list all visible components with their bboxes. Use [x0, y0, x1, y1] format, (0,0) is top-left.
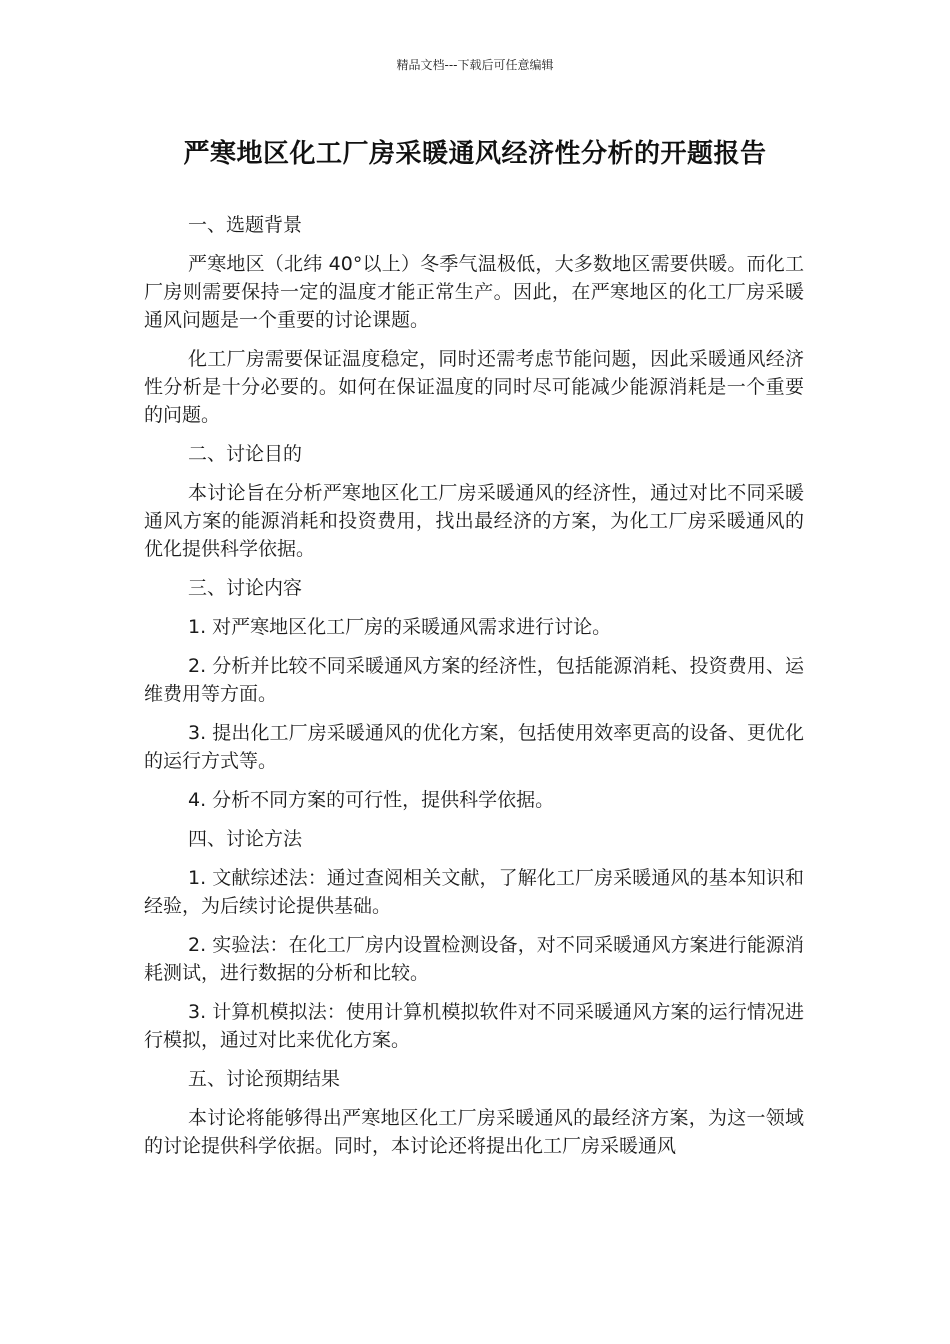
paragraph-background-1: 严寒地区（北纬 40°以上）冬季气温极低，大多数地区需要供暖。而化工厂房则需要保持一定的温度才能正常生产。因此，在严寒地区的化工厂房采暖通风问题是一个重要的讨论课题。: [144, 253, 804, 331]
paragraph-purpose: 本讨论旨在分析严寒地区化工厂房采暖通风的经济性，通过对比不同采暖通风方案的能源消耗和投资费用，找出最经济的方案，为化工厂房采暖通风的优化提供科学依据。: [144, 482, 804, 560]
document-title: 严寒地区化工厂房采暖通风经济性分析的开题报告: [183, 139, 767, 169]
header-note: 精品文档---下载后可任意编辑: [396, 58, 554, 72]
section-heading-purpose: 二、讨论目的: [188, 443, 303, 465]
section-heading-background: 一、选题背景: [188, 214, 303, 236]
method-item-2: 2. 实验法：在化工厂房内设置检测设备，对不同采暖通风方案进行能源消耗测试，进行数据的分析和比较。: [144, 934, 804, 984]
document-body: [144, 211, 804, 1171]
method-item-3: 3. 计算机模拟法：使用计算机模拟软件对不同采暖通风方案的运行情况进行模拟，通过对比来优化方案。: [144, 1001, 804, 1051]
section-heading-expected-results: 五、讨论预期结果: [188, 1068, 341, 1090]
content-item-1: 1. 对严寒地区化工厂房的采暖通风需求进行讨论。: [188, 616, 612, 638]
paragraph-expected-results: 本讨论将能够得出严寒地区化工厂房采暖通风的最经济方案，为这一领域的讨论提供科学依据。同时，本讨论还将提出化工厂房采暖通风: [144, 1107, 804, 1157]
section-heading-content: 三、讨论内容: [188, 577, 303, 599]
content-item-2: 2. 分析并比较不同采暖通风方案的经济性，包括能源消耗、投资费用、运维费用等方面。: [144, 655, 804, 705]
paragraph-background-2: 化工厂房需要保证温度稳定，同时还需考虑节能问题，因此采暖通风经济性分析是十分必要的。如何在保证温度的同时尽可能减少能源消耗是一个重要的问题。: [144, 348, 804, 426]
content-item-4: 4. 分析不同方案的可行性，提供科学依据。: [188, 789, 555, 811]
content-item-3: 3. 提出化工厂房采暖通风的优化方案，包括使用效率更高的设备、更优化的运行方式等。: [144, 722, 804, 772]
method-item-1: 1. 文献综述法：通过查阅相关文献，了解化工厂房采暖通风的基本知识和经验，为后续讨论提供基础。: [144, 867, 804, 917]
section-heading-method: 四、讨论方法: [188, 828, 303, 850]
